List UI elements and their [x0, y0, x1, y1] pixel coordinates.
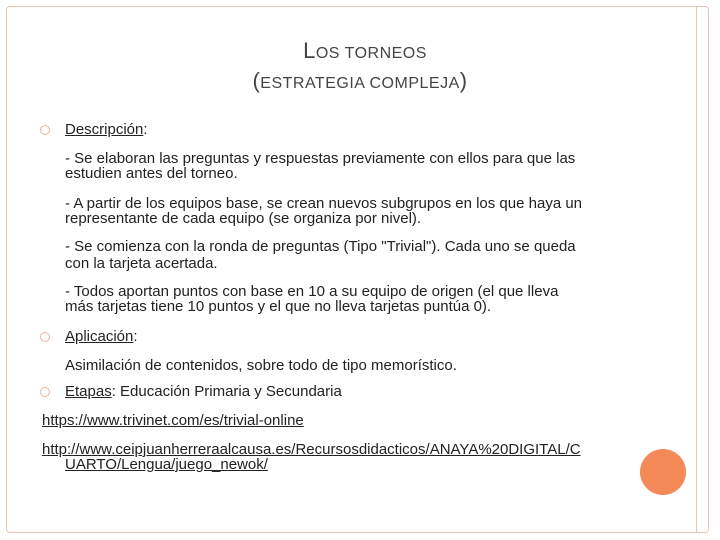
bullet-icon [40, 125, 50, 135]
slide-title-line2 [0, 68, 720, 94]
aplicacion-heading [65, 328, 138, 345]
descripcion-heading [65, 121, 148, 138]
bullet-icon [40, 387, 50, 397]
descripcion-p3-line1: - Se comienza con la ronda de preguntas (Tipo "Trivial"). Cada uno se queda [65, 238, 576, 255]
title-paren-close: ) [459, 68, 468, 93]
bullet-icon [40, 332, 50, 342]
descripcion-p4-line1: - Todos aportan puntos con base en 10 a su equipo de origen (el que lleva [65, 283, 559, 300]
ceip-link-line2[interactable]: UARTO/Lengua/juego_newok/ [65, 456, 268, 473]
descripcion-colon: : [143, 121, 148, 138]
descripcion-label: Descripción [65, 121, 144, 138]
title-rest: OS TORNEOS [315, 45, 427, 62]
descripcion-p3-line2: con la tarjeta acertada. [65, 255, 218, 272]
aplicacion-label: Aplicación [65, 328, 134, 345]
descripcion-p2-line1: - A partir de los equipos base, se crean nuevos subgrupos en los que haya un [65, 195, 583, 212]
title-initial: L [303, 38, 316, 63]
descripcion-p1-line1: - Se elaboran las preguntas y respuestas previamente con ellos para que las [65, 150, 576, 167]
title-paren-open: ( [252, 68, 261, 93]
etapas-text: : Educación Primaria y Secundaria [111, 383, 342, 400]
ceip-link-line1[interactable]: http://www.ceipjuanherreraalcausa.es/Recursosdidacticos/ANAYA%20DIGITAL/C [42, 441, 581, 458]
aplicacion-text: Asimilación de contenidos, sobre todo de tipo memorístico. [65, 357, 457, 374]
decorative-orange-circle [640, 449, 686, 495]
aplicacion-colon: : [133, 328, 138, 345]
trivinet-link[interactable]: https://www.trivinet.com/es/trivial-online [42, 412, 304, 429]
etapas-heading [65, 383, 342, 400]
title-subtitle: ESTRATEGIA COMPLEJA [260, 75, 460, 92]
slide-title-line1 [10, 38, 720, 64]
descripcion-p2-line2: representante de cada equipo (se organiza por nivel). [65, 210, 422, 227]
etapas-label: Etapas [65, 383, 112, 400]
descripcion-p1-line2: estudien antes del torneo. [65, 165, 238, 182]
descripcion-p4-line2: más tarjetas tiene 10 puntos y el que no lleva tarjetas puntúa 0). [65, 298, 492, 315]
